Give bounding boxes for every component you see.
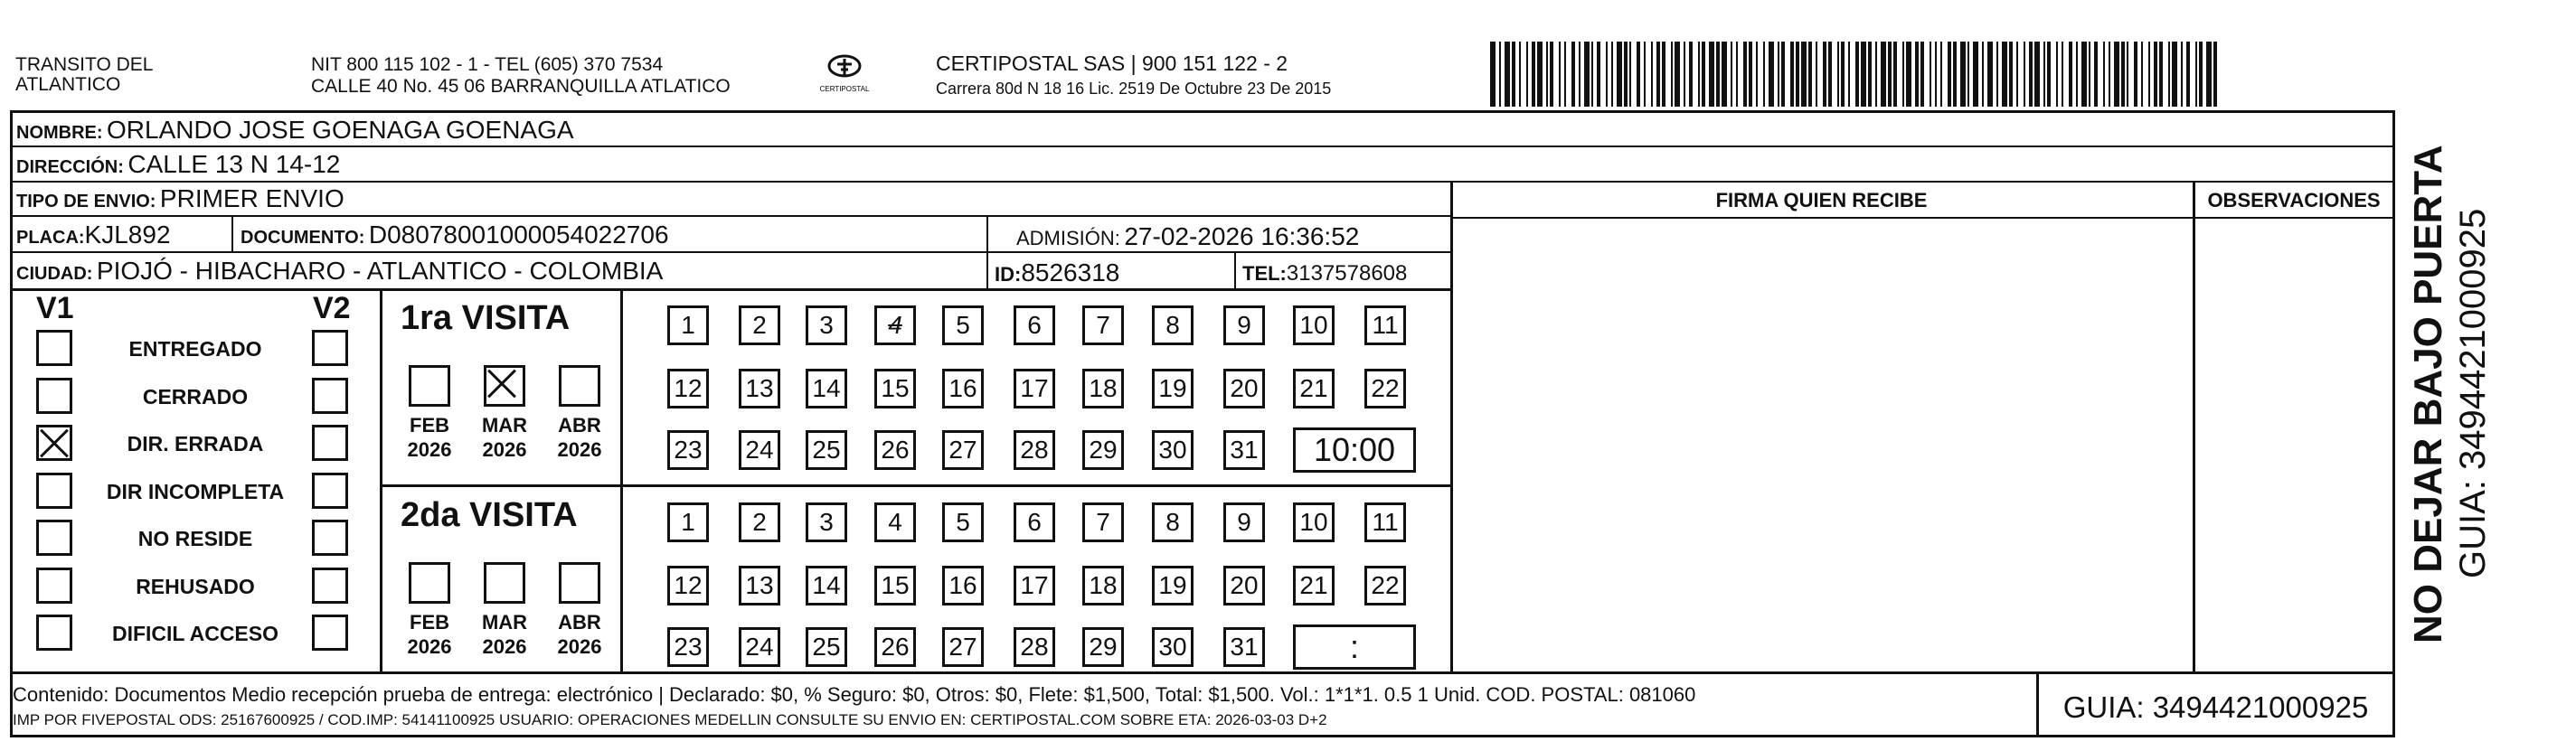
observaciones-label: OBSERVACIONES bbox=[2207, 189, 2381, 211]
signature-area[interactable] bbox=[1453, 219, 2193, 671]
day-box[interactable]: 8 bbox=[1152, 305, 1194, 345]
status-v1-checkbox[interactable] bbox=[36, 520, 72, 556]
status-label: ENTREGADO bbox=[128, 337, 262, 361]
day-box[interactable]: 30 bbox=[1152, 430, 1194, 470]
month-year: 2026 bbox=[407, 438, 452, 461]
day-box[interactable]: 13 bbox=[739, 369, 780, 408]
ciudad-row bbox=[16, 257, 663, 286]
status-v1-checkbox[interactable] bbox=[36, 425, 72, 461]
day-box[interactable]: 27 bbox=[942, 627, 984, 667]
nombre-label: NOMBRE: bbox=[16, 123, 103, 143]
month-label bbox=[473, 610, 536, 659]
day-box[interactable]: 14 bbox=[806, 369, 847, 408]
day-box[interactable]: 16 bbox=[942, 566, 984, 605]
month-label bbox=[548, 610, 611, 659]
day-box[interactable]: 24 bbox=[739, 627, 780, 667]
day-box[interactable]: 13 bbox=[739, 566, 780, 605]
status-v2-checkbox[interactable] bbox=[312, 425, 348, 461]
direccion-row bbox=[16, 150, 340, 179]
status-label: DIR. ERRADA bbox=[127, 432, 264, 455]
status-label: NO RESIDE bbox=[137, 527, 253, 550]
day-box[interactable]: 22 bbox=[1364, 369, 1406, 408]
status-v1-checkbox[interactable] bbox=[36, 615, 72, 651]
documento-value: D08078001000054022706 bbox=[368, 221, 669, 249]
month-year: 2026 bbox=[407, 635, 452, 658]
status-v2-checkbox[interactable] bbox=[312, 330, 348, 366]
day-box[interactable]: 15 bbox=[874, 566, 916, 605]
admision-label: ADMISIÓN: bbox=[1016, 227, 1120, 249]
day-box[interactable]: 28 bbox=[1014, 430, 1055, 470]
courier-line: CERTIPOSTAL SAS | 900 151 122 - 2 bbox=[936, 52, 1288, 75]
day-box[interactable]: 29 bbox=[1082, 430, 1124, 470]
day-box[interactable]: 1 bbox=[667, 305, 709, 345]
status-v1-checkbox[interactable] bbox=[36, 473, 72, 509]
day-box[interactable]: 5 bbox=[942, 502, 984, 542]
side-guia: GUIA: 3494421000925 bbox=[2453, 208, 2493, 578]
day-box[interactable]: 20 bbox=[1223, 566, 1265, 605]
direccion-label: DIRECCIÓN: bbox=[16, 157, 124, 177]
day-box[interactable]: 31 bbox=[1223, 430, 1265, 470]
day-box[interactable]: 15 bbox=[874, 369, 916, 408]
visit-title: 1ra VISITA bbox=[401, 299, 571, 337]
month-checkbox[interactable] bbox=[559, 562, 600, 604]
company-name-line2: ATLANTICO bbox=[15, 74, 121, 95]
day-box[interactable]: 7 bbox=[1082, 502, 1124, 542]
day-box[interactable]: 24 bbox=[739, 430, 780, 470]
day-box[interactable]: 4 bbox=[874, 305, 916, 345]
v1-label: V1 bbox=[36, 291, 74, 325]
day-box[interactable]: 31 bbox=[1223, 627, 1265, 667]
day-box[interactable]: 7 bbox=[1082, 305, 1124, 345]
day-box[interactable]: 28 bbox=[1014, 627, 1055, 667]
month-checkbox[interactable] bbox=[409, 365, 450, 407]
status-label: DIFICIL ACCESO bbox=[111, 622, 278, 645]
v2-label: V2 bbox=[313, 291, 351, 325]
id-label: ID: bbox=[995, 263, 1022, 286]
day-box[interactable]: 27 bbox=[942, 430, 984, 470]
certipostal-logo-icon bbox=[819, 52, 870, 95]
month-name: ABR bbox=[558, 611, 601, 634]
visit-title: 2da VISITA bbox=[401, 496, 578, 534]
time-box[interactable]: : bbox=[1293, 624, 1416, 670]
day-box[interactable]: 2 bbox=[739, 305, 780, 345]
placa-label: PLACA: bbox=[16, 228, 85, 248]
status-v1-checkbox[interactable] bbox=[36, 568, 72, 604]
documento-label: DOCUMENTO: bbox=[241, 228, 365, 248]
month-checkbox[interactable] bbox=[484, 562, 525, 604]
month-year: 2026 bbox=[482, 438, 527, 461]
day-box[interactable]: 3 bbox=[806, 502, 847, 542]
status-label: CERRADO bbox=[142, 384, 249, 408]
no-dejar-bajo-puerta: NO DEJAR BAJO PUERTA bbox=[2406, 145, 2450, 643]
month-label bbox=[473, 413, 536, 462]
day-box[interactable]: 9 bbox=[1223, 502, 1265, 542]
ciudad-label: CIUDAD: bbox=[16, 264, 93, 284]
status-v2-checkbox[interactable] bbox=[312, 473, 348, 509]
tipo-envio-row bbox=[16, 184, 344, 213]
month-year: 2026 bbox=[557, 635, 602, 658]
tel-row bbox=[1242, 261, 1407, 286]
status-v2-checkbox[interactable] bbox=[312, 378, 348, 414]
firma-label: FIRMA QUIEN RECIBE bbox=[1715, 189, 1928, 211]
day-box[interactable]: 6 bbox=[1014, 502, 1055, 542]
day-box[interactable]: 12 bbox=[667, 369, 709, 408]
day-box[interactable]: 6 bbox=[1014, 305, 1055, 345]
day-box[interactable]: 17 bbox=[1014, 369, 1055, 408]
status-v2-checkbox[interactable] bbox=[312, 520, 348, 556]
day-box[interactable]: 10 bbox=[1293, 502, 1335, 542]
day-box[interactable]: 20 bbox=[1223, 369, 1265, 408]
month-name: ABR bbox=[558, 414, 601, 437]
day-box[interactable]: 25 bbox=[806, 627, 847, 667]
month-name: FEB bbox=[410, 414, 449, 437]
status-label: DIR INCOMPLETA bbox=[106, 479, 285, 503]
nombre-value: ORLANDO JOSE GOENAGA GOENAGA bbox=[107, 116, 574, 144]
direccion-value: CALLE 13 N 14-12 bbox=[127, 150, 341, 178]
admision-row bbox=[1016, 222, 1359, 251]
month-label bbox=[398, 610, 461, 659]
day-box[interactable]: 4 bbox=[874, 502, 916, 542]
id-value: 8526318 bbox=[1021, 258, 1120, 286]
day-box[interactable]: 3 bbox=[806, 305, 847, 345]
day-box[interactable]: 2 bbox=[739, 502, 780, 542]
day-box[interactable]: 12 bbox=[667, 566, 709, 605]
license-line: Carrera 80d N 18 16 Lic. 2519 De Octubre 23 De 2015 bbox=[936, 80, 1332, 98]
address-line: CALLE 40 No. 45 06 BARRANQUILLA ATLATICO bbox=[311, 76, 731, 97]
guia-box: GUIA: 3494421000925 bbox=[2062, 690, 2369, 724]
day-box[interactable]: 19 bbox=[1152, 369, 1194, 408]
tel-value: 3137578608 bbox=[1286, 261, 1408, 286]
day-box[interactable]: 11 bbox=[1364, 305, 1406, 345]
nombre-row bbox=[16, 116, 574, 145]
day-box[interactable]: 26 bbox=[874, 430, 916, 470]
day-box[interactable]: 23 bbox=[667, 430, 709, 470]
month-label bbox=[398, 413, 461, 462]
tel-label: TEL: bbox=[1242, 262, 1287, 285]
day-box[interactable]: 11 bbox=[1364, 502, 1406, 542]
status-v2-checkbox[interactable] bbox=[312, 615, 348, 651]
day-box[interactable]: 16 bbox=[942, 369, 984, 408]
nit-line: NIT 800 115 102 - 1 - TEL (605) 370 7534 bbox=[311, 54, 664, 75]
day-box[interactable]: 19 bbox=[1152, 566, 1194, 605]
observations-area[interactable] bbox=[2195, 219, 2392, 671]
month-label bbox=[548, 413, 611, 462]
month-checkbox[interactable] bbox=[559, 365, 600, 407]
month-year: 2026 bbox=[557, 438, 602, 461]
documento-row bbox=[241, 221, 669, 249]
time-box[interactable]: 10:00 bbox=[1293, 427, 1416, 473]
status-v2-checkbox[interactable] bbox=[312, 568, 348, 604]
day-box[interactable]: 9 bbox=[1223, 305, 1265, 345]
month-year: 2026 bbox=[482, 635, 527, 658]
imp-line: IMP POR FIVEPOSTAL ODS: 25167600925 / COD.IMP: 54141100925 USUARIO: OPERACIONES MEDELLIN CONSULTE SU ENVIO EN: CERTIPOSTAL.COM SOBRE ETA: 2026-03-03 D+2 bbox=[13, 711, 1327, 728]
day-box[interactable]: 29 bbox=[1082, 627, 1124, 667]
day-box[interactable]: 8 bbox=[1152, 502, 1194, 542]
day-box[interactable]: 18 bbox=[1082, 369, 1124, 408]
logo-text: CERTIPOSTAL bbox=[819, 85, 870, 93]
day-box[interactable]: 21 bbox=[1293, 369, 1335, 408]
placa-row bbox=[16, 221, 171, 249]
admision-value: 27-02-2026 16:36:52 bbox=[1124, 222, 1360, 250]
day-box[interactable]: 23 bbox=[667, 627, 709, 667]
month-name: MAR bbox=[481, 611, 528, 634]
status-label: REHUSADO bbox=[136, 574, 255, 598]
contenido-line: Contenido: Documentos Medio recepción prueba de entrega: electrónico | Declarado: $0, % Seguro: $0, Otros: $0, Flete: $1,500, Total: $1,500. Vol.: 1*1*1. 0.5 1 Unid. COD. POSTAL: 081060 bbox=[13, 683, 1696, 706]
day-box[interactable]: 10 bbox=[1293, 305, 1335, 345]
day-box[interactable]: 1 bbox=[667, 502, 709, 542]
tipo-envio-label: TIPO DE ENVIO: bbox=[16, 192, 156, 211]
barcode bbox=[1490, 42, 2224, 107]
month-checkbox[interactable] bbox=[484, 365, 525, 407]
day-box[interactable]: 25 bbox=[806, 430, 847, 470]
placa-value: KJL892 bbox=[84, 221, 171, 249]
day-box[interactable]: 26 bbox=[874, 627, 916, 667]
status-v1-checkbox[interactable] bbox=[36, 330, 72, 366]
barcode-bar bbox=[2217, 42, 2219, 107]
day-box[interactable]: 17 bbox=[1014, 566, 1055, 605]
day-box[interactable]: 21 bbox=[1293, 566, 1335, 605]
status-v1-checkbox[interactable] bbox=[36, 378, 72, 414]
certipostal-logo bbox=[819, 52, 870, 95]
id-row bbox=[995, 258, 1119, 287]
month-name: FEB bbox=[410, 611, 449, 634]
ciudad-value: PIOJÓ - HIBACHARO - ATLANTICO - COLOMBIA bbox=[96, 257, 664, 285]
month-checkbox[interactable] bbox=[409, 562, 450, 604]
day-box[interactable]: 30 bbox=[1152, 627, 1194, 667]
day-box[interactable]: 14 bbox=[806, 566, 847, 605]
company-name-line1: TRANSITO DEL bbox=[15, 54, 154, 75]
day-box[interactable]: 5 bbox=[942, 305, 984, 345]
day-box[interactable]: 18 bbox=[1082, 566, 1124, 605]
month-name: MAR bbox=[481, 414, 528, 437]
tipo-envio-value: PRIMER ENVIO bbox=[159, 184, 344, 212]
day-box[interactable]: 22 bbox=[1364, 566, 1406, 605]
